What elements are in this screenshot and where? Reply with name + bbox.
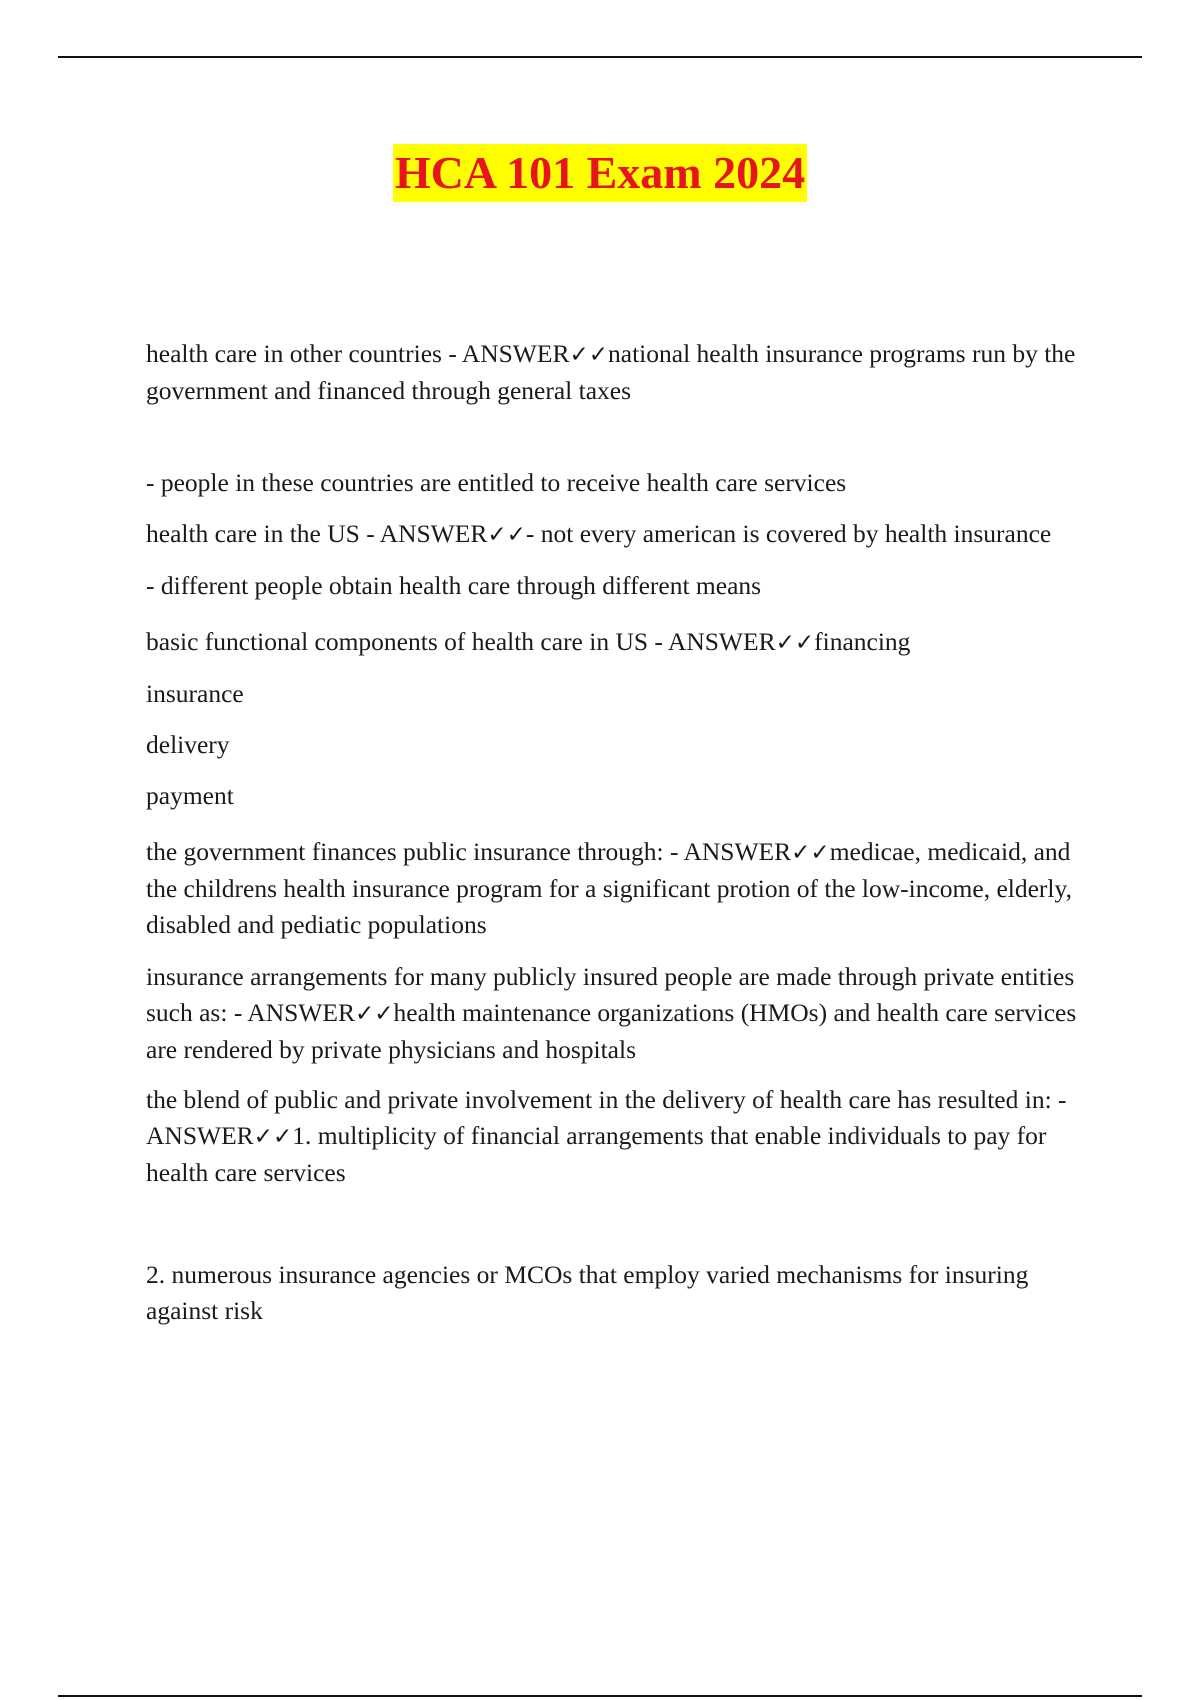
question-text: health care in other countries -	[146, 339, 462, 368]
top-rule	[58, 56, 1142, 58]
qa-entry	[146, 959, 1101, 1068]
answer-continuation: delivery	[146, 730, 230, 759]
double-check-icon: ✓✓	[569, 342, 609, 368]
answer-continuation: insurance	[146, 679, 244, 708]
answer-text: medicae, medicaid, and the childrens health insurance program for a significant protion of the low-income, elderly, disabled and pediatic populations	[146, 837, 1072, 939]
question-text: health care in the US -	[146, 519, 380, 548]
title-banner	[0, 144, 1200, 202]
double-check-icon: ✓✓	[253, 1124, 293, 1150]
answer-text: - not every american is covered by health insurance	[525, 519, 1052, 548]
question-text: the blend of public and private involvement in the delivery of health care has resulted in: -	[146, 1085, 1067, 1114]
double-check-icon: ✓✓	[791, 840, 830, 866]
qa-entry	[146, 516, 1101, 553]
answer-label: ANSWER	[379, 519, 488, 548]
answer-label: ANSWER	[683, 837, 792, 866]
answer-label: ANSWER	[146, 1121, 254, 1150]
question-text: basic functional components of health care in US -	[146, 627, 668, 656]
bottom-rule	[58, 1695, 1142, 1697]
question-text: the government finances public insurance through: -	[146, 837, 684, 866]
answer-label: ANSWER	[461, 339, 570, 368]
answer-text: national health insurance programs run by the government and financed through general taxes	[146, 339, 1076, 405]
qa-entry	[146, 624, 1101, 661]
flashcard-list	[146, 336, 1101, 1329]
answer-text: health maintenance organizations (HMOs) and health care services are rendered by private physicians and hospitals	[146, 998, 1077, 1064]
answer-continuation: - people in these countries are entitled to receive health care services	[146, 468, 847, 497]
double-check-icon: ✓✓	[487, 522, 526, 548]
qa-entry	[146, 1082, 1101, 1191]
answer-text: financing	[814, 627, 911, 656]
answer-label: ANSWER	[667, 627, 776, 656]
answer-continuation: 2. numerous insurance agencies or MCOs that employ varied mechanisms for insuring against risk	[146, 1260, 1029, 1325]
answer-text: 1. multiplicity of financial arrangements that enable individuals to pay for health care services	[146, 1121, 1047, 1187]
qa-entry	[146, 336, 1101, 409]
qa-entry	[146, 834, 1101, 943]
question-text: insurance arrangements for many publicly insured people are made through private entities such as: -	[146, 962, 1075, 1027]
double-check-icon: ✓✓	[775, 630, 815, 656]
double-check-icon: ✓✓	[354, 1001, 394, 1027]
answer-continuation: - different people obtain health care through different means	[146, 571, 762, 600]
document-title: HCA 101 Exam 2024	[393, 144, 807, 202]
answer-label: ANSWER	[247, 998, 355, 1027]
answer-continuation: payment	[146, 781, 234, 810]
